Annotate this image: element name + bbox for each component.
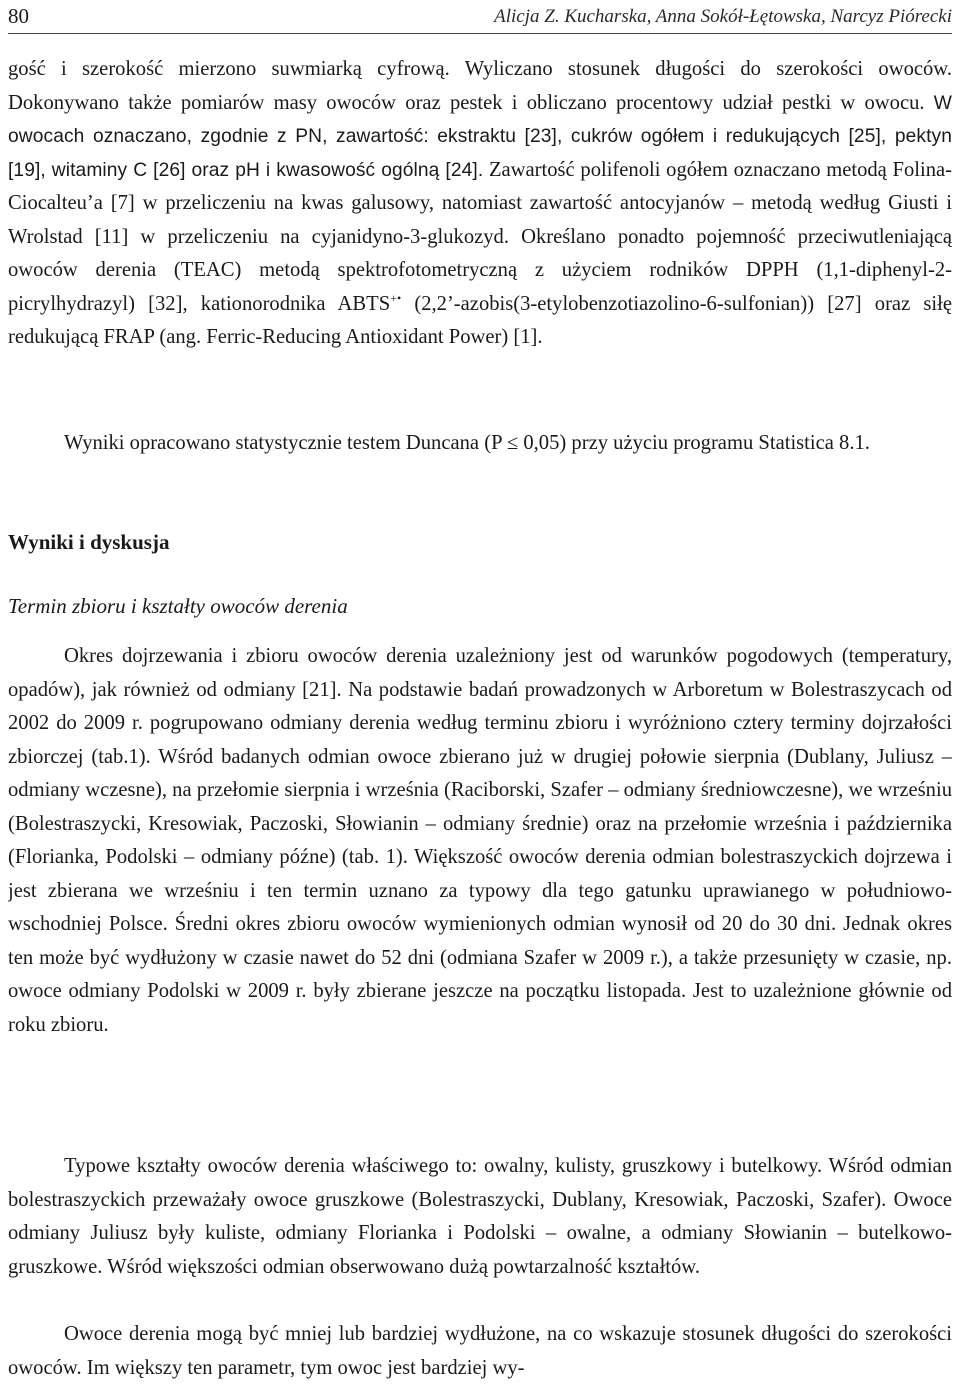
paragraph-text-segment-sans: W owocach oznaczano, zgodnie z PN, zawartość: ekstraktu [23], cukrów ogółem i redukujących [25], pektyn [19], witaminy C [26] oraz pH i kwasowość ogólną [24]. [8,92,952,181]
section-heading: Wyniki i dyskusja [8,530,170,554]
page-number: 80 [8,4,29,28]
statistics-paragraph: Wyniki opracowano statystycznie testem Duncana (P ≤ 0,05) przy użyciu programu Statistica 8.1. [64,432,870,454]
running-head-authors: Alicja Z. Kucharska, Anna Sokół-Łętowska, Narcyz Piórecki [494,6,952,27]
fruit-shape-paragraph: Typowe kształty owoców derenia właściwego to: owalny, kulisty, gruszkowy i butelkowy. Wśród odmian bolestraszyckich przeważały owoce gruszkowe (Bolestraszycki, Dublany, Kresowiak, Paczoski, Szafer). Owoce odmiany Juliusz były kuliste, odmiany Florianka i Podolski – owalne, a odmiany Słowianin – butelkowo-gruszkowe. Wśród większości odmian obserwowano dużą powtarzalność kształtów. [8,1155,952,1278]
methods-paragraph [8,53,952,355]
paragraph-text-segment: gość i szerokość mierzono suwmiarką cyfrową. Wyliczano stosunek długości do szerokości owoców. Dokonywano także pomiarów masy owoców oraz pestek i obliczano procentowy udział pestki w owocu. [8,58,952,114]
harvest-time-paragraph: Okres dojrzewania i zbioru owoców derenia uzależniony jest od warunków pogodowych (temperatury, opadów), jak również od odmiany [21]. Na podstawie badań prowadzonych w Arboretum w Bolestraszycach od 2002 do 2009 r. pogrupowano odmiany derenia według terminu zbioru i wyróżniono cztery terminy dojrzałości zbiorczej (tab.1). Wśród badanych odmian owoce zbierano już w drugiej połowie sierpnia (Dublany, Juliusz – odmiany wczesne), na przełomie sierpnia i września (Raciborski, Szafer – odmiany średniowczesne), we wrześniu (Bolestraszycki, Kresowiak, Paczoski, Słowianin – odmiany średnie) oraz na przełomie września i października (Florianka, Podolski – odmiany późne) (tab. 1). Większość owoców derenia odmian bolestraszyckich dojrzewa i jest zbierana we wrześniu i ten termin uznano za typowy dla tego gatunku uprawianego w południowo-wschodniej Polsce. Średni okres zbioru owoców wymienionych odmian wynosił od 20 do 30 dni. Jednak okres ten może być wydłużony w czasie nawet do 52 dni (odmiana Szafer w 2009 r.), a także przesunięty w czasie, np. owoce odmiany Podolski w 2009 r. były zbierane jeszcze na początku listopada. Jest to uzależnione głównie od roku zbioru. [8,645,952,1036]
paragraph-text-segment: (2,2’-azobis(3-etylobenzotiazolino-6-sulfonian)) [27] oraz siłę redukującą FRAP (ang. Ferric-Reducing Antioxidant Power) [1]. [8,292,952,348]
superscript-radical: +• [390,290,402,305]
document-page [8,0,952,1388]
elongation-paragraph: Owoce derenia mogą być mniej lub bardziej wydłużone, na co wskazuje stosunek długości do szerokości owoców. Im większy ten parametr, tym owoc jest bardziej wy- [8,1323,952,1379]
page-header [8,0,952,34]
paragraph-text-segment: Zawartość polifenoli ogółem oznaczano metodą Folina-Ciocalteu’a [7] w przeliczeniu na kwas galusowy, natomiast zawartość antocyjanów – metodą według Giusti i Wrolstad [11] w przeliczeniu na cyjanidyno-3-glukozyd. Określano ponadto pojemność przeciwutleniającą owoców derenia (TEAC) metodą spektrofotometryczną z użyciem rodników DPPH (1,1-diphenyl-2-picrylhydrazyl) [32], kationorodnika ABTS [8,158,952,315]
subsection-heading: Termin zbioru i kształty owoców derenia [8,594,348,618]
